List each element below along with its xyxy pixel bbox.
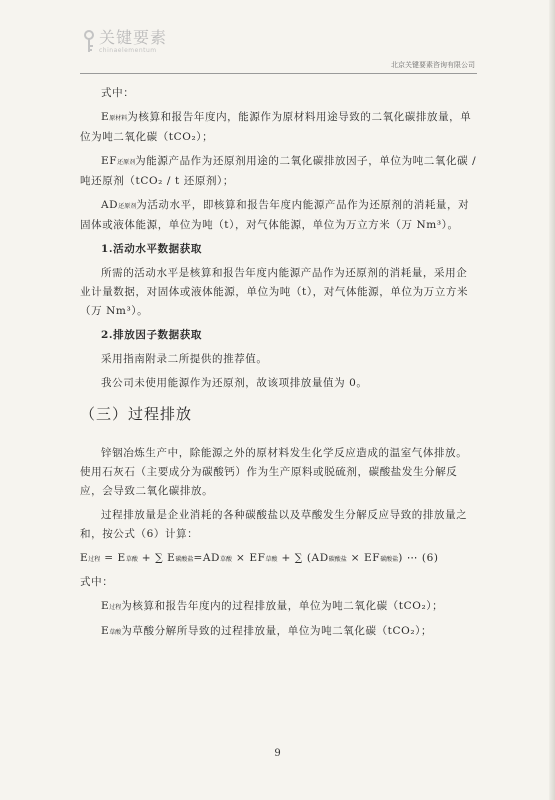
logo-subtitle: chinaelementum [99, 47, 157, 54]
key-icon [82, 30, 96, 54]
page-number: 9 [274, 748, 281, 759]
page-content [80, 84, 478, 647]
definition-paragraph: E过程为核算和报告年度内的过程排放量，单位为吨二氧化碳（tCO₂）； [101, 600, 444, 612]
definition-paragraph: E草酸为草酸分解所导致的过程排放量，单位为吨二氧化碳（tCO₂）； [101, 625, 433, 637]
page-edge-shadow [549, 0, 555, 800]
subheading: 2.排放因子数据获取 [101, 329, 202, 341]
company-logo [82, 30, 167, 54]
definition-paragraph: E原材料为核算和报告年度内，能源作为原材料用途导致的二氧化碳排放量，单位为吨二氧化碳（tCO₂）； [80, 111, 472, 143]
company-name: 北京关键要素咨询有限公司 [391, 61, 475, 69]
paragraph: 锌铟冶炼生产中，除能源之外的原材料发生化学反应造成的温室气体排放。使用石灰石（主要成分为碳酸钙）作为生产原料或脱硫剂，碳酸盐发生分解反应，会导致二氧化碳排放。 [80, 447, 468, 497]
definition-paragraph: EF还原剂为能源产品作为还原剂用途的二氧化碳排放因子，单位为吨二氧化碳 / 吨还原剂（tCO₂ / t 还原剂）； [80, 155, 477, 187]
logo-title: 关键要素 [99, 28, 168, 47]
paragraph: 式中： [80, 576, 114, 588]
paragraph: 过程排放量是企业消耗的各种碳酸盐以及草酸发生分解反应导致的排放量之和，按公式（6）计算： [80, 509, 468, 540]
subheading: 1.活动水平数据获取 [101, 243, 202, 255]
paragraph: 采用指南附录二所提供的推荐值。 [101, 353, 268, 365]
paragraph: 所需的活动水平是核算和报告年度内能源产品作为还原剂的消耗量，采用企业计量数据，对固体或液体能源，单位为吨（t），对气体能源，单位为万立方米（万 Nm³）。 [80, 267, 469, 317]
formula-6: E过程 = E草酸 + ∑ E碳酸盐=AD草酸 × EF草酸 + ∑ (AD碳酸盐 × EF碳酸盐) ⋯ (6) [80, 552, 439, 564]
header-divider [80, 73, 477, 74]
section-heading: （三）过程排放 [80, 405, 193, 423]
definition-paragraph: AD还原剂为活动水平，即核算和报告年度内能源产品作为还原剂的消耗量，对固体或液体能源，单位为吨（t），对气体能源，单位为万立方米（万 Nm³）。 [80, 199, 470, 231]
paragraph: 式中： [101, 87, 135, 99]
paragraph: 我公司未使用能源作为还原剂，故该项排放量值为 0。 [101, 377, 368, 389]
